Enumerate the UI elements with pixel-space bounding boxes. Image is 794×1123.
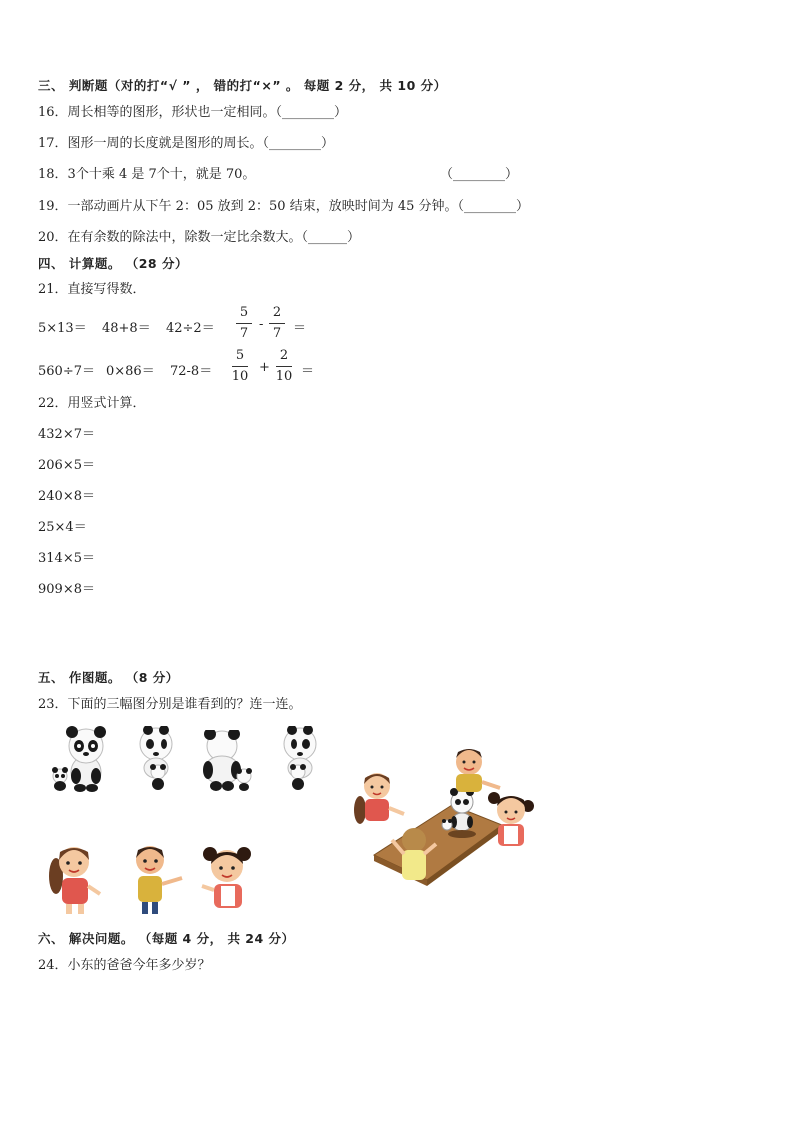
vertical-calc-1: 432×7＝	[38, 427, 95, 442]
minus-operator: -	[259, 317, 264, 332]
question-16: 16．周长相等的图形，形状也一定相同。（________）	[38, 105, 348, 120]
question-19: 19．一部动画片从下午 2：05 放到 2：50 结束，放映时间为 45 分钟。（________）	[38, 199, 530, 214]
fraction-2-7	[267, 305, 287, 342]
question-18: 18．3个十乘 4 是 7个十，就是 70。	[38, 167, 256, 182]
vertical-calc-6: 909×8＝	[38, 582, 95, 597]
fraction-numerator: 5	[239, 305, 249, 320]
fraction-5-10	[230, 348, 250, 385]
section-5-title: 五、 作图题。 （8 分）	[38, 670, 179, 685]
question-18-blank: （________）	[440, 167, 519, 182]
fraction-denominator: 10	[275, 369, 293, 384]
panda-front-view-image	[48, 726, 116, 792]
question-23: 23．下面的三幅图分别是谁看到的？连一连。	[38, 697, 302, 712]
question-22: 22．用竖式计算．	[38, 396, 146, 411]
equals-sign: ＝	[293, 321, 307, 336]
panda-back-view-image	[198, 730, 254, 792]
section-6-title: 六、 解决问题。 （每题 4 分， 共 24 分）	[38, 931, 295, 946]
vertical-calc-5: 314×5＝	[38, 551, 95, 566]
calc-42div2: 42÷2＝	[166, 321, 215, 336]
calc-48plus8: 48+8＝	[102, 321, 151, 336]
calc-5x13: 5×13＝	[38, 321, 87, 336]
question-21: 21．直接写得数．	[38, 282, 146, 297]
calc-72minus8: 72-8＝	[170, 364, 213, 379]
calc-560div7: 560÷7＝	[38, 364, 95, 379]
girl-ponytail-image	[46, 840, 104, 916]
fraction-bar	[276, 366, 292, 367]
fraction-5-7	[234, 305, 254, 342]
fraction-numerator: 5	[235, 348, 245, 363]
fraction-2-10	[274, 348, 294, 385]
fraction-bar	[232, 366, 248, 367]
boy-image	[130, 840, 186, 916]
fraction-numerator: 2	[279, 348, 289, 363]
girl-buns-image	[196, 842, 258, 916]
panda-side-view-image	[134, 726, 180, 792]
section-4-title: 四、 计算题。 （28 分）	[38, 256, 188, 271]
question-17: 17．图形一周的长度就是图形的周长。（________）	[38, 136, 335, 151]
fraction-denominator: 7	[272, 326, 282, 341]
panda-other-side-view-image	[278, 726, 322, 792]
fraction-bar	[236, 323, 252, 324]
question-24: 24．小东的爸爸今年多少岁？	[38, 958, 211, 973]
fraction-bar	[269, 323, 285, 324]
equals-sign: ＝	[301, 364, 315, 379]
vertical-calc-3: 240×8＝	[38, 489, 95, 504]
vertical-calc-4: 25×4＝	[38, 520, 87, 535]
calc-0x86: 0×86＝	[106, 364, 155, 379]
vertical-calc-2: 206×5＝	[38, 458, 95, 473]
section-3-title: 三、 判断题（对的打“√ ” ， 错的打“×” 。 每题 2 分， 共 10 分）	[38, 78, 447, 93]
fraction-denominator: 10	[231, 369, 249, 384]
question-20: 20．在有余数的除法中，除数一定比余数大。（______）	[38, 230, 361, 245]
children-around-table-scene	[352, 740, 538, 890]
fraction-denominator: 7	[239, 326, 249, 341]
plus-operator: +	[259, 360, 270, 375]
fraction-numerator: 2	[272, 305, 282, 320]
